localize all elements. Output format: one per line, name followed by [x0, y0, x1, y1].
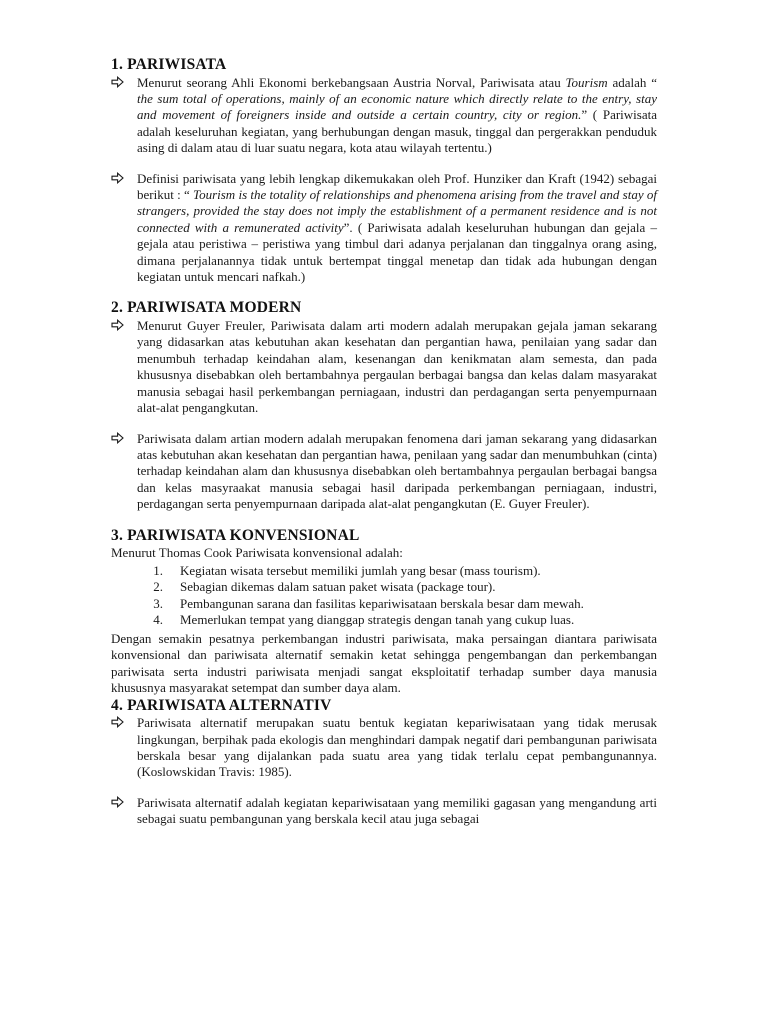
- section-heading-1: 1. PARIWISATA: [111, 56, 227, 73]
- konvensional-numbered-list: [111, 563, 657, 629]
- rightwards-arrow-bullet-icon: [111, 75, 137, 88]
- bullet-text: Pariwisata alternatif adalah kegiatan kepariwisataan yang memiliki gagasan yang mengandung arti sebagai suatu pembangunan yang berskala kecil atau juga sebagai: [137, 794, 657, 827]
- rightwards-arrow-bullet-icon: [111, 318, 137, 331]
- list-item-number: 3.: [153, 595, 163, 611]
- list-item-number: 4.: [153, 612, 163, 628]
- section-3-lead-text: Menurut Thomas Cook Pariwisata konvensional adalah:: [111, 545, 403, 561]
- rightwards-arrow-bullet-icon: [111, 431, 137, 444]
- list-item: [111, 579, 657, 596]
- section-heading-2: 2. PARIWISATA MODERN: [111, 299, 302, 317]
- list-item-label: Pembangunan sarana dan fasilitas kepariwisataan berskala besar dam mewah.: [180, 595, 584, 611]
- bullet-item: [111, 431, 657, 513]
- section-3-tail-text: Dengan semakin pesatnya perkembangan industri pariwisata, maka persaingan diantara pariwisata konvensional dan pariwisata alternatif semakin ketat sehingga pengembangan dan perkembangan pariwisata serta industri pariwisata menjadi sangat eksploitatif terhadap sumber daya manusia khususnya masyarakat setempat dan sumber daya alam.: [111, 630, 657, 696]
- s1-b2-quote: Tourism is the totality of relationships and phenomena arising from the travel and stay of strangers, provided the stay does not imply the establishment of a permanent residence and is not connected with a remunerated activity: [137, 187, 657, 235]
- s1-b1-mid: adalah “: [607, 74, 657, 90]
- bullet-item: [111, 715, 657, 781]
- list-item: [111, 612, 657, 629]
- s1-b1-quote: the sum total of operations, mainly of an economic nature which directly relate to the entry, stay and movement of foreigners inside and outside a certain country, city or region.: [137, 91, 657, 123]
- s1-b2-post: ”. ( Pariwisata adalah keseluruhan hubungan dan gejala –gejala atau peristiwa – peristiwa yang timbul dari adanya perjalanan dan tinggalnya orang asing, dimana perjalanannya tidak untuk bertempat tinggal menetap dan tidak ada hubungan dengan kegiatan untuk mencari nafkah.): [137, 219, 657, 285]
- s1-b1-pre: Menurut seorang Ahli Ekonomi berkebangsaan Austria Norval, Pariwisata atau: [137, 74, 566, 90]
- bullet-text: [137, 75, 657, 157]
- list-item-label: Kegiatan wisata tersebut memiliki jumlah yang besar (mass tourism).: [180, 562, 541, 578]
- list-item: [111, 596, 657, 613]
- section-heading-4: 4. PARIWISATA ALTERNATIV: [111, 696, 332, 714]
- bullet-text: Pariwisata alternatif merupakan suatu bentuk kegiatan kepariwisataan yang tidak merusak lingkungan, berpihak pada ekologis dan menghindari dampak negatif dari pembangunan pariwisata berskala besar yang dijalankan pada suatu area yang tidak terlalu cepat pembangunannya. (Koslowskidan Travis: 1985).: [137, 715, 657, 780]
- bullet-text: [137, 171, 657, 286]
- bullet-item: [111, 75, 657, 157]
- document-content: [111, 56, 657, 828]
- section-heading-3: 3. PARIWISATA KONVENSIONAL: [111, 526, 360, 544]
- list-item-label: Memerlukan tempat yang dianggap strategis dengan tanah yang cukup luas.: [180, 612, 575, 628]
- bullet-item: [111, 171, 657, 286]
- s1-b1-italic-word: Tourism: [565, 74, 608, 90]
- bullet-item: [111, 318, 657, 416]
- bullet-text: Menurut Guyer Freuler, Pariwisata dalam arti modern adalah merupakan gejala jaman sekarang yang didasarkan atas kebutuhan akan kesehatan dan pergantian hawa, penilaian yang sadar dan menumbuh terhadap keindahan alam, kesenangan dan kenikmatan alam semesta, dan pada khususnya disebabkan oleh bertambahnya pergaulan berbagai bangsa dan kelas dalam masyarakat manusia sebagai hasil perkembangan perniagaan, industri dan perdagangan serta penyempurnaan alat-alat pengangkutan.: [137, 318, 657, 416]
- list-item-number: 2.: [153, 579, 163, 595]
- bullet-item: [111, 795, 657, 828]
- list-item-number: 1.: [153, 562, 163, 578]
- rightwards-arrow-bullet-icon: [111, 715, 137, 728]
- rightwards-arrow-bullet-icon: [111, 795, 137, 808]
- list-item: [111, 563, 657, 580]
- list-item-label: Sebagian dikemas dalam satuan paket wisata (package tour).: [180, 579, 496, 595]
- rightwards-arrow-bullet-icon: [111, 171, 137, 184]
- s1-b1-post: ” ( Pariwisata adalah keseluruhan kegiatan, yang berhubungan dengan masuk, tinggal dan pergerakkan penduduk asing di dalam atau di luar suatu negara, kota atau wilayah tertentu.): [137, 107, 657, 156]
- s1-b2-pre: Definisi pariwisata yang lebih lengkap dikemukakan oleh Prof. Hunziker dan Kraft (1942) sebagai berikut : “: [137, 170, 657, 203]
- bullet-text: Pariwisata dalam artian modern adalah merupakan fenomena dari jaman sekarang yang didasarkan atas kebutuhan akan kesehatan dan pergantian hawa, penilaan yang sadar dan menumbuhkan (cinta) terhadap keindahan alam dan khususnya disebabkan oleh bertambahnya pergaulan berbagai bangsa dan kelas masyraakat manusia sebagai hasil daripada perkembangan perniagaan, industri, perdagangan serta penyempurnaan daripada alat-alat pengangkutan (E. Guyer Freuler).: [137, 430, 657, 512]
